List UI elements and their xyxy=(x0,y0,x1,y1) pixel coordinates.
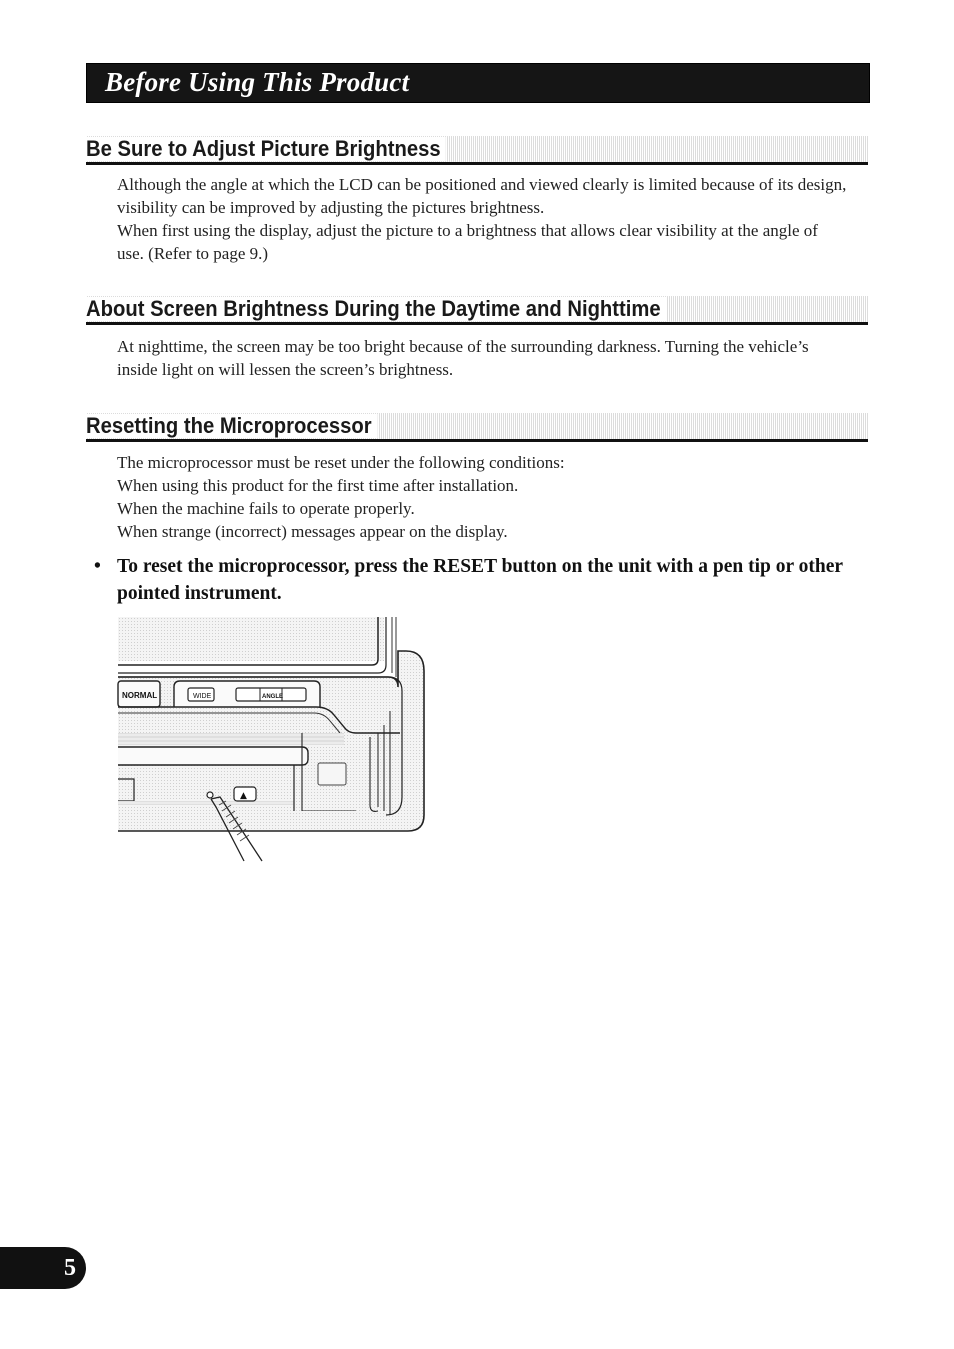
paragraph: At nighttime, the screen may be too bright because of the surrounding darkness. Turning the vehicle’s inside light on will lessen the screen’s brightness. xyxy=(117,337,809,379)
angle-button-label: ANGLE xyxy=(262,694,283,700)
normal-button-label: NORMAL xyxy=(122,691,158,700)
eject-icon: ▲ xyxy=(240,791,247,801)
section-header-reset xyxy=(86,413,868,442)
section-header-day-night xyxy=(86,296,868,325)
section-header-brightness xyxy=(86,136,868,165)
paragraph: When strange (incorrect) messages appear on the display. xyxy=(117,522,508,541)
bullet-icon: • xyxy=(94,556,101,577)
paragraph: When using this product for the first time after installation. xyxy=(117,476,519,495)
instruction-text: To reset the microprocessor, press the RESET button on the unit with a pen tip or other pointed instrument. xyxy=(117,556,843,604)
section-body-brightness xyxy=(117,173,847,265)
section-title: Resetting the Microprocessor xyxy=(86,414,377,438)
reset-button-illustration xyxy=(116,615,428,865)
paragraph: The microprocessor must be reset under the following conditions: xyxy=(117,453,565,472)
paragraph: When first using the display, adjust the picture to a brightness that allows clear visibility at the angle of use. (Refer to page 9.) xyxy=(117,221,818,263)
section-title: Be Sure to Adjust Picture Brightness xyxy=(86,137,446,161)
paragraph: Although the angle at which the LCD can be positioned and viewed clearly is limited because of its design, visibility can be improved by adjusting the pictures brightness. xyxy=(117,175,847,217)
section-body-day-night xyxy=(117,335,847,381)
section-title: About Screen Brightness During the Daytime and Nighttime xyxy=(86,297,666,321)
wide-button-label: WIDE xyxy=(193,693,212,700)
page-number-tab xyxy=(0,1247,86,1289)
paragraph: When the machine fails to operate properly. xyxy=(117,499,415,518)
section-body-reset xyxy=(117,451,847,543)
chapter-header xyxy=(86,63,870,103)
chapter-title: Before Using This Product xyxy=(105,67,410,97)
page-number: 5 xyxy=(64,1255,76,1281)
